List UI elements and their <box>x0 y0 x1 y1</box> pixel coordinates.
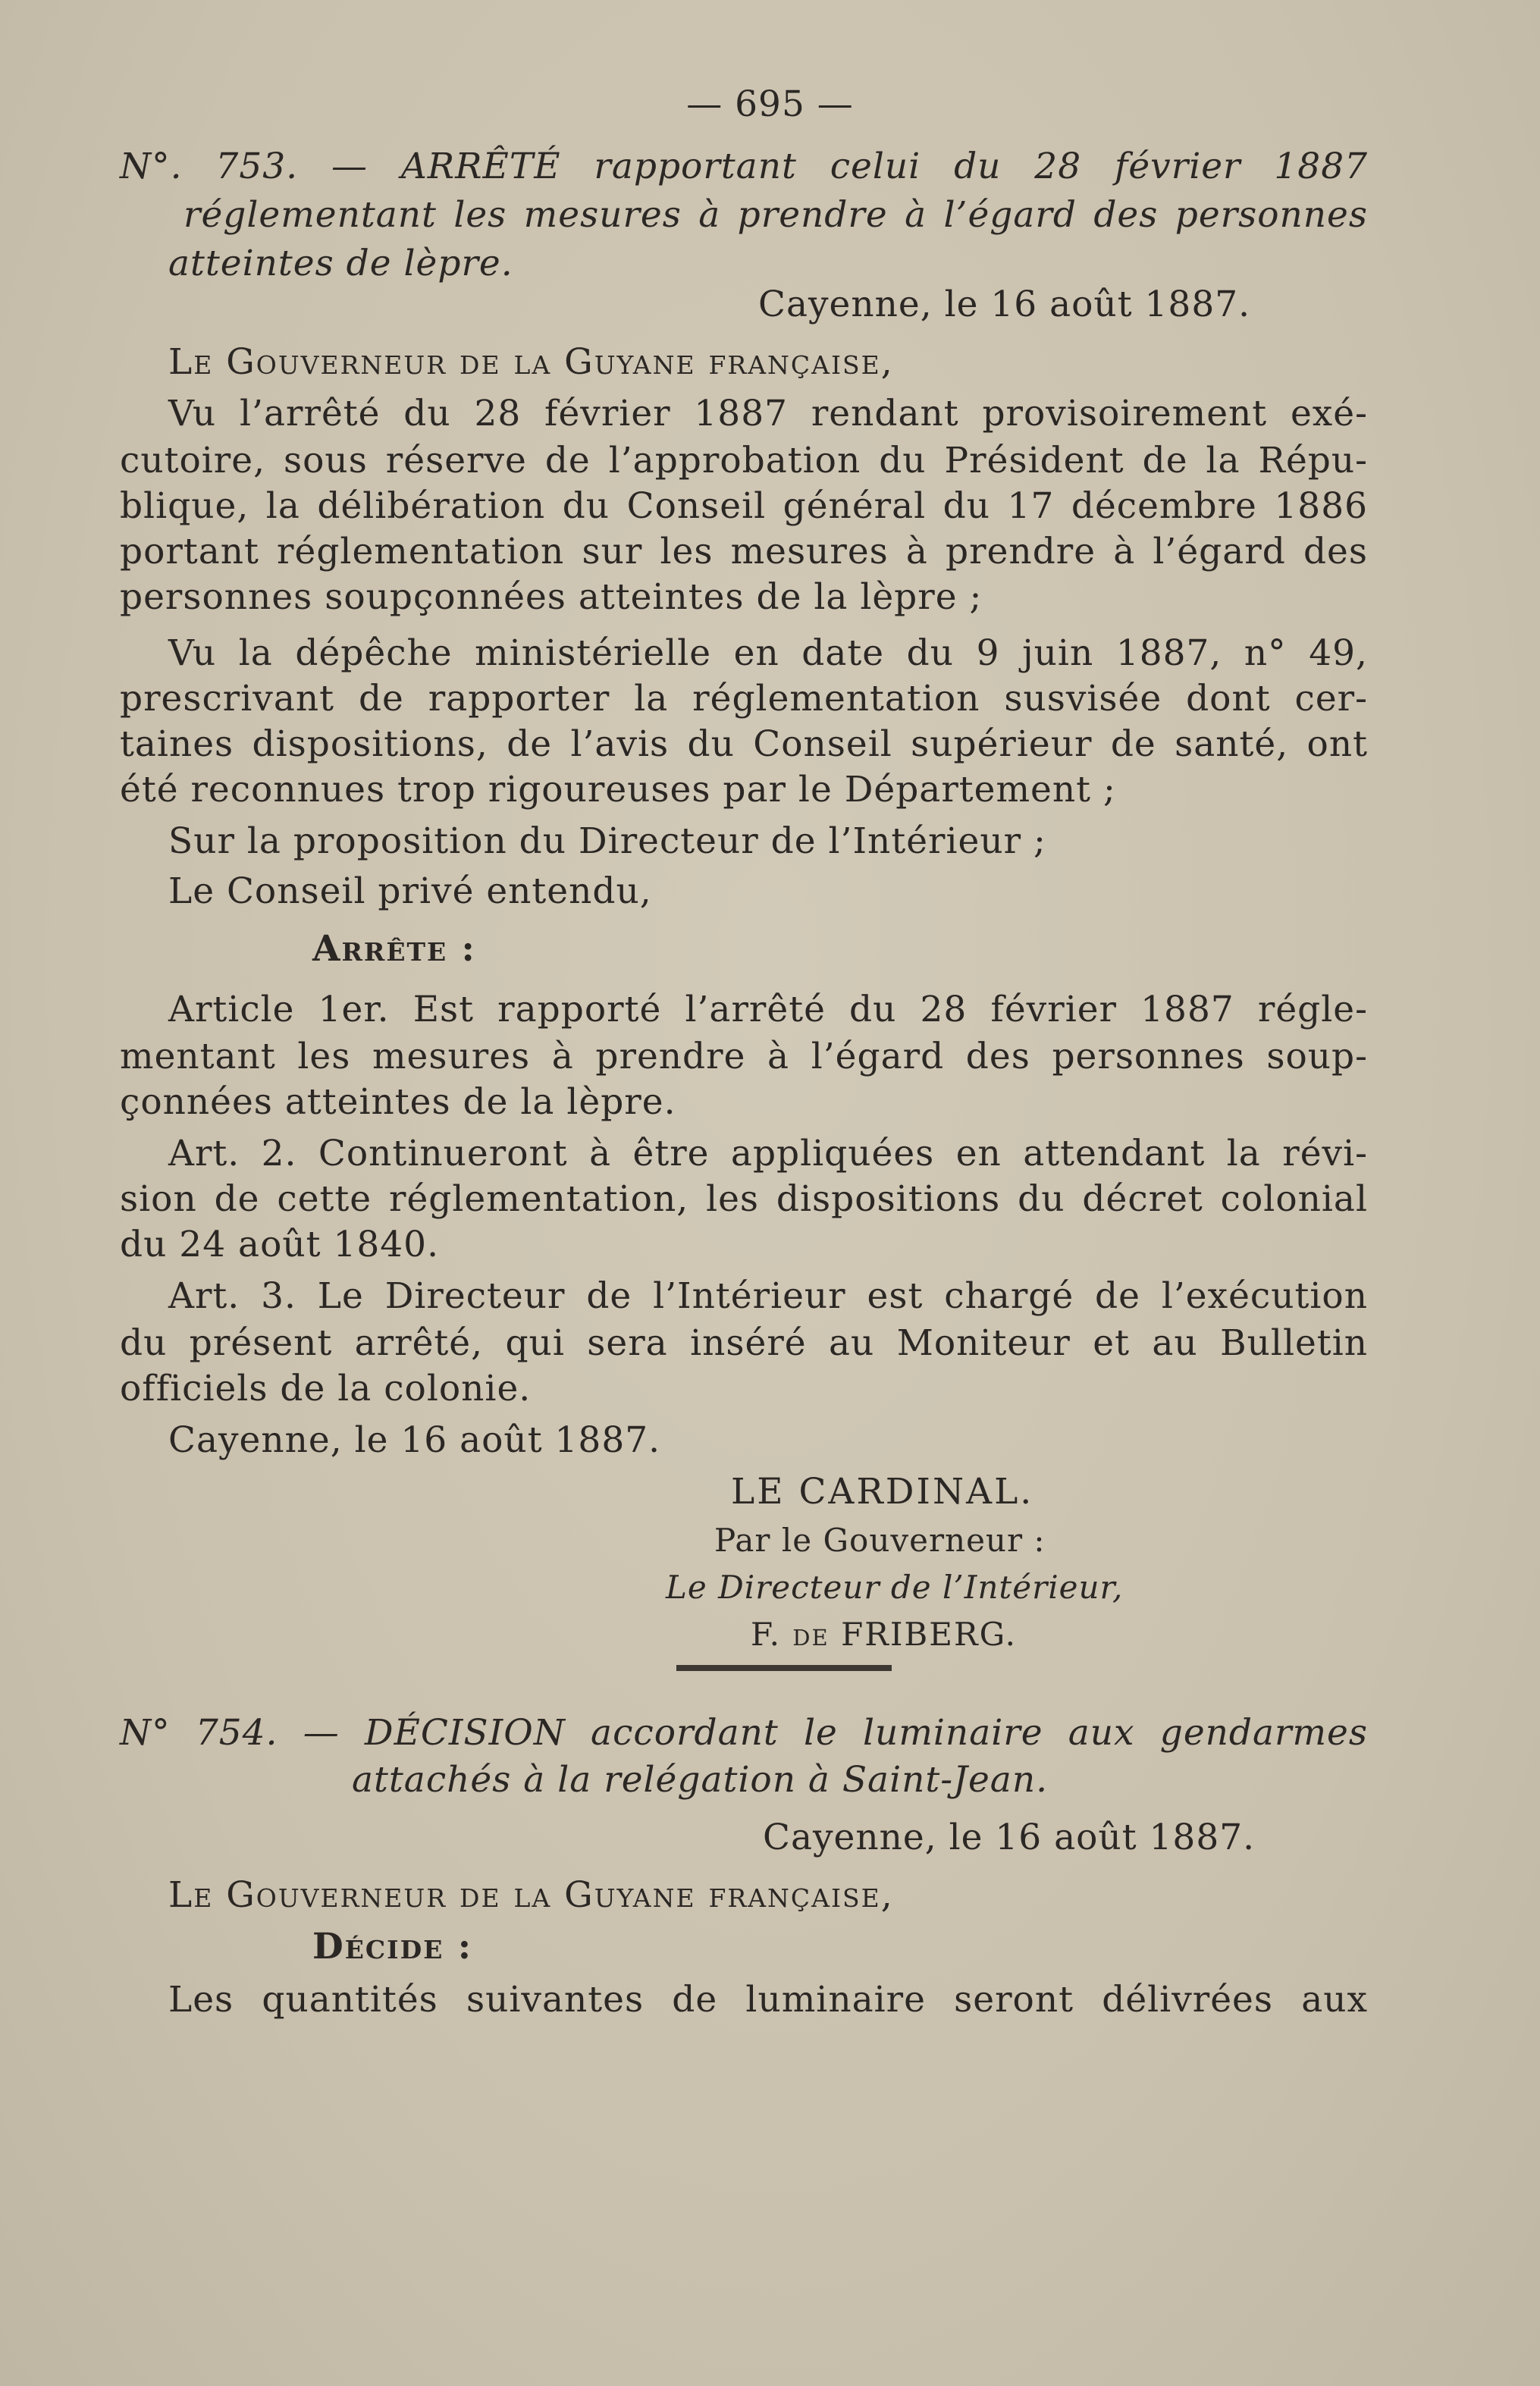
decision-754-decide-label: Décide : <box>312 1926 473 1967</box>
section-divider <box>676 1665 892 1671</box>
decision-753-body-line-9: été reconnues trop rigoureuses par le Département ; <box>120 769 1116 810</box>
decision-753-body-line-4: portant réglementation sur les mesures à prendre à l’égard des <box>120 531 1368 572</box>
decision-753-closing-dateline: Cayenne, le 16 août 1887. <box>168 1419 661 1461</box>
decision-754-dateline: Cayenne, le 16 août 1887. <box>763 1817 1256 1858</box>
decision-753-article-line-4: Art. 2. Continueront à être appliquées en attendant la révi- <box>168 1133 1368 1174</box>
decision-753-article-line-9: officiels de la colonie. <box>120 1368 532 1409</box>
decision-753-title-line-1: N°. 753. — ARRÊTÉ rapportant celui du 28 février 1887 <box>120 146 1368 187</box>
decision-753-article-line-8: du présent arrêté, qui sera inséré au Moniteur et au Bulletin <box>120 1322 1368 1364</box>
decision-753-title-line-2: réglementant les mesures à prendre à l’égard des personnes <box>183 194 1368 236</box>
decision-753-signature-role: Le Directeur de l’Intérieur, <box>666 1569 1124 1606</box>
decision-754-title-line-1: N° 754. — DÉCISION accordant le luminaire aux gendarmes <box>120 1712 1368 1754</box>
decision-753-body-line-2: cutoire, sous réserve de l’approbation du Président de la Répu- <box>120 440 1368 481</box>
decision-753-body-line-5: personnes soupçonnées atteintes de la lèpre ; <box>120 576 983 618</box>
decision-753-article-line-7: Art. 3. Le Directeur de l’Intérieur est chargé de l’exécution <box>168 1275 1368 1317</box>
decision-753-body-line-10: Sur la proposition du Directeur de l’Intérieur ; <box>168 820 1046 862</box>
decision-753-body-line-11: Le Conseil privé entendu, <box>168 870 652 912</box>
decision-753-dateline: Cayenne, le 16 août 1887. <box>758 284 1251 325</box>
page-number: — 695 — <box>686 83 854 125</box>
decision-753-article-line-6: du 24 août 1840. <box>120 1224 440 1265</box>
decision-753-authority: Le Gouverneur de la Guyane française, <box>168 341 894 383</box>
decision-753-body-line-8: taines dispositions, de l’avis du Conseil supérieur de santé, ont <box>120 723 1368 765</box>
decision-754-body-line-1: Les quantités suivantes de luminaire seront délivrées aux <box>168 1979 1368 2021</box>
decision-753-signature-by: Par le Gouverneur : <box>714 1522 1046 1559</box>
decision-753-article-line-1: Article 1er. Est rapporté l’arrêté du 28 février 1887 régle- <box>168 989 1368 1030</box>
decision-753-signature-signer: F. de FRIBERG. <box>751 1616 1017 1653</box>
decision-753-body-line-7: prescrivant de rapporter la réglementation susvisée dont cer- <box>120 678 1368 720</box>
decision-753-title-line-3: atteintes de lèpre. <box>168 243 513 284</box>
decision-753-article-line-5: sion de cette réglementation, les dispositions du décret colonial <box>120 1178 1368 1220</box>
decision-753-article-line-3: çonnées atteintes de la lèpre. <box>120 1081 676 1123</box>
decision-753-signature-name: LE CARDINAL. <box>731 1471 1034 1513</box>
decision-753-body-line-3: blique, la délibération du Conseil général du 17 décembre 1886 <box>120 485 1368 527</box>
decision-753-body-line-1: Vu l’arrêté du 28 février 1887 rendant provisoirement exé- <box>168 393 1368 434</box>
decision-754-title-line-2: attachés à la relégation à Saint-Jean. <box>352 1759 1049 1801</box>
decision-753-article-line-2: mentant les mesures à prendre à l’égard des personnes soup- <box>120 1036 1368 1077</box>
decision-753-arrete-label: Arrête : <box>312 928 476 970</box>
decision-754-authority: Le Gouverneur de la Guyane française, <box>168 1874 894 1916</box>
decision-753-body-line-6: Vu la dépêche ministérielle en date du 9 juin 1887, n° 49, <box>168 632 1368 674</box>
